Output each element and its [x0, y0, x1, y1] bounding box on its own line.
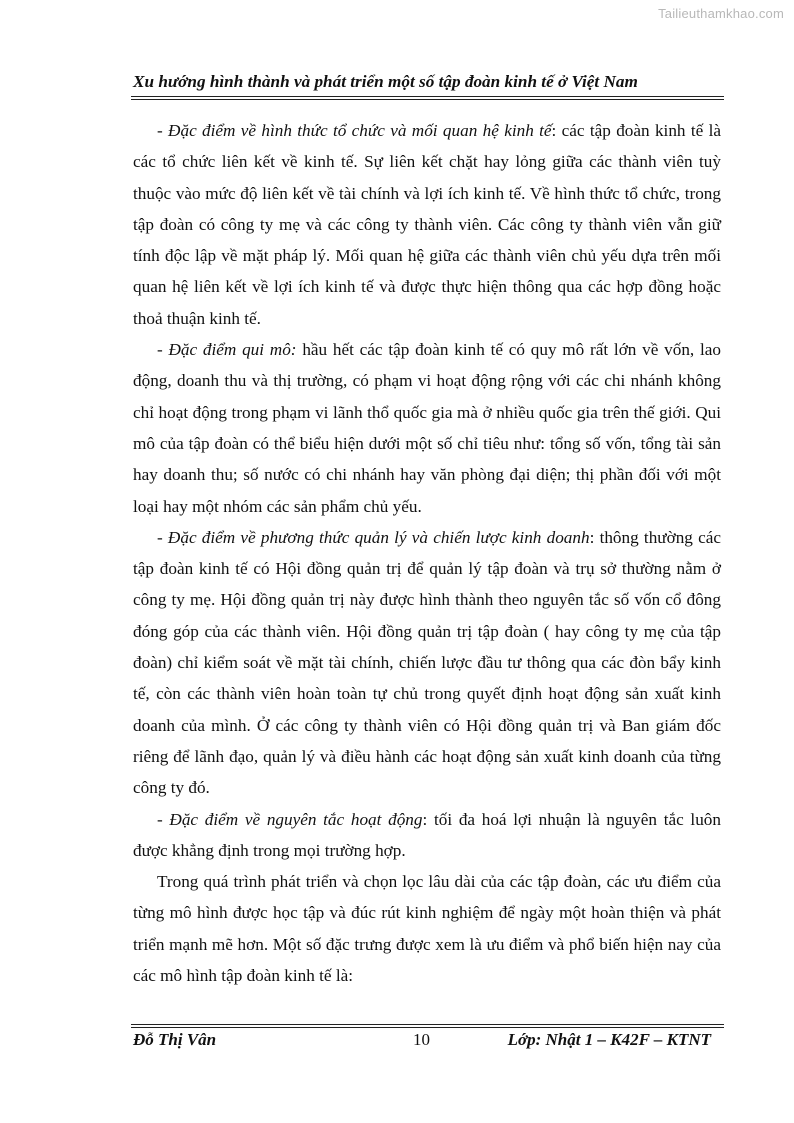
- paragraph-text: : tối đa hoá lợi nhuận là nguyên tắc luôn được khẳng định trong mọi trường hợp.: [133, 809, 721, 860]
- paragraph-lead: - Đặc điểm qui mô:: [157, 340, 297, 360]
- paragraph-principle: [133, 804, 721, 867]
- paragraph-scale: [133, 334, 721, 522]
- paragraph-organization: [133, 115, 721, 334]
- paragraph-development: [133, 866, 721, 991]
- paragraph-text: : các tập đoàn kinh tế là các tổ chức liên kết về kinh tế. Sự liên kết chặt hay lỏng giữa các thành viên tuỳ thuộc vào mức độ liên kết về tài chính và lợi ích kinh tế. Về hình thức tổ chức, trong tập đoàn có công ty mẹ và các công ty thành viên. Các công ty thành viên vẫn giữ tính độc lập về mặt pháp lý. Mối quan hệ giữa các thành viên chủ yếu dựa trên mối quan hệ liên kết về lợi ích kinh tế và được thực hiện thông qua các hợp đồng hoặc thoả thuận kinh tế.: [133, 121, 721, 328]
- header-divider: [131, 96, 724, 100]
- paragraph-lead: - Đặc điểm về hình thức tổ chức và mối quan hệ kinh tế: [157, 121, 552, 140]
- paragraph-lead: - Đặc điểm về phương thức quản lý và chiến lược kinh doanh: [157, 527, 590, 547]
- footer-divider: [131, 1024, 724, 1028]
- paragraph-text: Trong quá trình phát triển và chọn lọc lâu dài của các tập đoàn, các ưu điểm của từng mô hình được học tập và đúc rút kinh nghiệm để ngày một hoàn thiện và phát triển mạnh mẽ hơn. Một số đặc trưng được xem là ưu điểm và phổ biến hiện nay của các mô hình tập đoàn kinh tế là:: [133, 872, 721, 986]
- page-footer: [133, 1030, 711, 1054]
- footer-class-info: Lớp: Nhật 1 – K42F – KTNT: [507, 1030, 711, 1049]
- page-number: 10: [413, 1030, 430, 1049]
- paragraph-text: : thông thường các tập đoàn kinh tế có Hội đồng quản trị để quản lý tập đoàn và trụ sở thường nằm ở công ty mẹ. Hội đồng quản trị này được hình thành theo nguyên tắc số vốn cổ đông đóng góp của các thành viên. Hội đồng quản trị tập đoàn ( hay công ty mẹ của tập đoàn) chỉ kiểm soát về mặt tài chính, chiến lược đầu tư thông qua các đòn bẩy kinh tế, còn các thành viên hoàn toàn tự chủ trong quyết định hoạt động sản xuất kinh doanh của mình. Ở các công ty thành viên có Hội đồng quản trị và Ban giám đốc riêng để lãnh đạo, quản lý và điều hành các hoạt động sản xuất kinh doanh của từng công ty đó.: [133, 527, 721, 798]
- watermark-text: Tailieuthamkhao.com: [658, 6, 784, 21]
- paragraph-text: hầu hết các tập đoàn kinh tế có quy mô rất lớn về vốn, lao động, doanh thu và thị trường, có phạm vi hoạt động rộng với các chi nhánh không chỉ hoạt động trong phạm vi lãnh thổ quốc gia mà ở nhiều quốc gia trên thế giới. Qui mô của tập đoàn có thể biểu hiện dưới một số chỉ tiêu như: tổng số vốn, tổng tài sản hay doanh thu; số nước có chi nhánh hay văn phòng đại diện; thị phần đối với một loại hay một nhóm các sản phẩm chủ yếu.: [133, 340, 721, 516]
- paragraph-lead: - Đặc điểm về nguyên tắc hoạt động: [157, 809, 423, 829]
- footer-author: Đỗ Thị Vân: [133, 1030, 217, 1049]
- paragraph-management: [133, 522, 721, 804]
- document-body: [133, 115, 721, 991]
- page-header-title: Xu hướng hình thành và phát triển một số tập đoàn kinh tế ở Việt Nam: [133, 72, 638, 91]
